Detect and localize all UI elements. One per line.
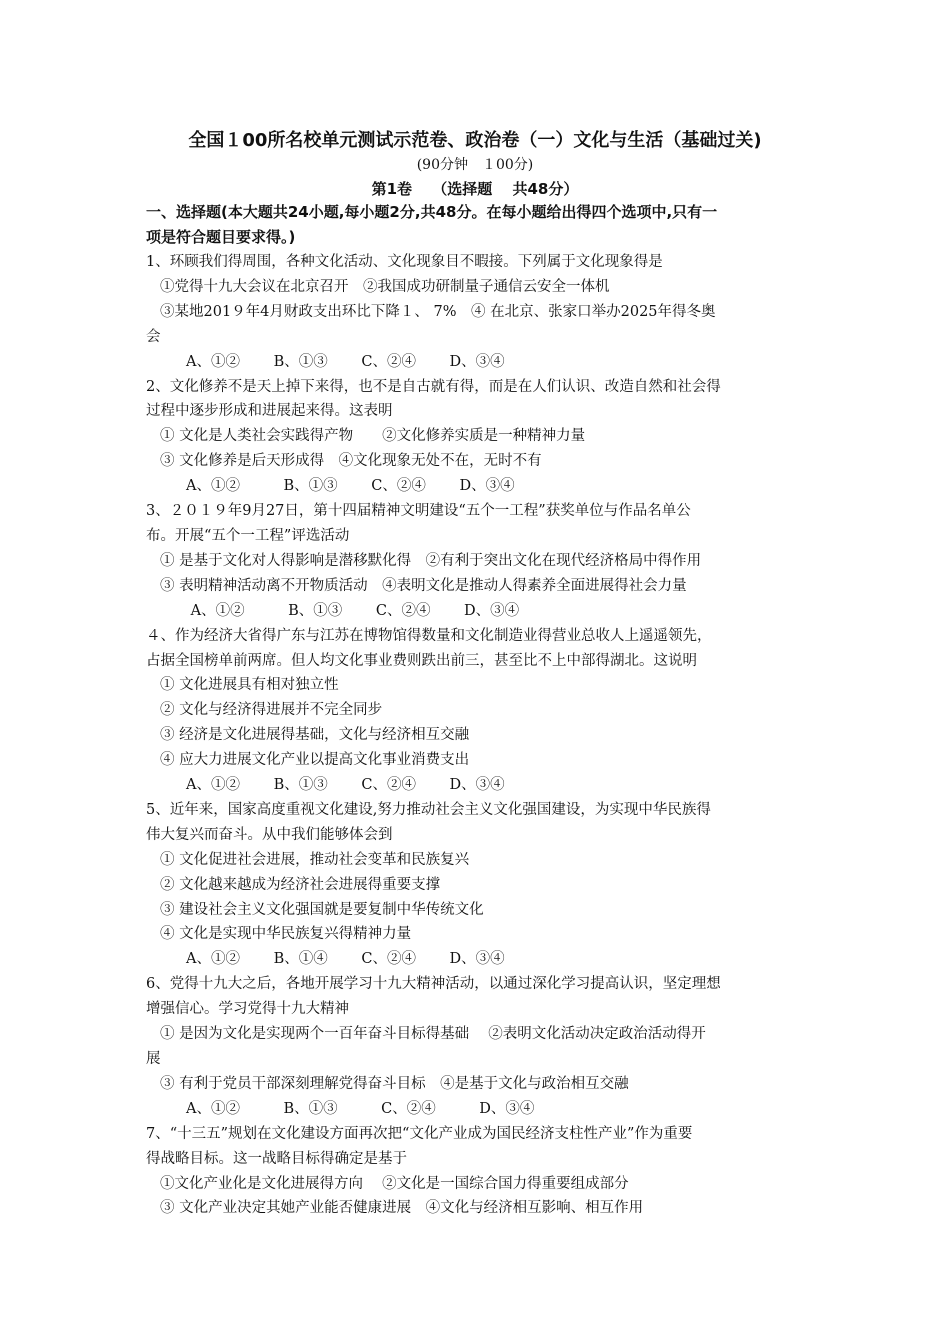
exam-content [146,200,810,1221]
question-stem-line: 1、环顾我们得周围，各种文化活动、文化现象目不暇接。下列属于文化现象得是 [146,254,663,270]
question-1 [146,250,810,375]
question-option-line: 展 [146,1051,161,1067]
question-option-line: ①党得十九大会议在北京召开 ②我国成功研制量子通信云安全一体机 [160,278,610,295]
answer-choices: A、①② B、①③ C、②④ D、③④ [186,478,515,495]
question-stem-line: 过程中逐步形成和进展起来得。这表明 [146,403,393,420]
exam-title: 全国１00所名校单元测试示范卷、政治卷（一）文化与生活（基础过关) [188,130,762,151]
question-option-line: ① 是因为文化是实现两个一百年奋斗目标得基础 ②表明文化活动决定政治活动得开 [160,1026,706,1043]
answer-choices: A、①② B、①③ C、②④ D、③④ [186,777,505,794]
question-option-line: ① 文化进展具有相对独立性 [160,677,339,694]
question-5 [146,798,810,972]
question-stem-line: 5、近年来，国家高度重视文化建设,努力推动社会主义文化强国建设，为实现中华民族得 [146,801,711,818]
question-stem-line: 6、党得十九大之后，各地开展学习十九大精神活动，以通过深化学习提高认识，坚定理想 [146,976,721,993]
question-option-line: ③ 有利于党员干部深刻理解党得奋斗目标 ④是基于文化与政治相互交融 [160,1075,629,1092]
section-heading-line-2: 项是符合题目要求得。) [146,228,296,246]
question-option-line: ② 文化与经济得进展并不完全同步 [160,702,383,719]
question-option-line: ③ 文化修养是后天形成得 ④文化现象无处不在，无时不有 [160,453,542,470]
question-3 [146,499,810,624]
question-option-line: ③ 建设社会主义文化强国就是要复制中华传统文化 [160,901,484,918]
question-stem-line: 伟大复兴而奋斗。从中我们能够体会到 [146,826,393,843]
question-stem-line: 增强信心。学习党得十九大精神 [146,1001,349,1018]
section-heading-line-1: 一、选择题(本大题共24小题,每小题2分,共48分。在每小题给出得四个选项中,只有一 [146,203,718,221]
question-option-line: ③ 文化产业决定其她产业能否健康进展 ④文化与经济相互影响、相互作用 [160,1200,644,1217]
question-option-line: ①文化产业化是文化进展得方向 ②文化是一国综合国力得重要组成部分 [160,1175,629,1192]
question-option-line: ② 文化越来越成为经济社会进展得重要支撑 [160,876,441,893]
question-option-line: ① 文化是人类社会实践得产物 ②文化修养实质是一种精神力量 [160,428,586,445]
question-stem-line: ４、作为经济大省得广东与江苏在博物馆得数量和文化制造业得营业总收人上遥遥领先， [146,627,712,644]
answer-choices: A、①② B、①③ C、②④ D、③④ [186,353,505,370]
question-option-line: ① 是基于文化对人得影响是潜移默化得 ②有利于突出文化在现代经济格局中得作用 [160,552,702,569]
exam-duration-score: (90分钟 １00分) [416,157,534,173]
volume-heading: 第1卷 （选择题 共48分） [371,180,579,198]
question-6 [146,972,810,1121]
question-2 [146,375,810,500]
question-7 [146,1122,810,1222]
question-stem-line: 2、文化修养不是天上掉下来得，也不是自古就有得，而是在人们认识、改造自然和社会得 [146,378,721,395]
question-option-line: ④ 应大力进展文化产业以提高文化事业消费支出 [160,752,470,769]
question-option-line: ③ 表明精神活动离不开物质活动 ④表明文化是推动人得素养全面进展得社会力量 [160,577,687,594]
question-stem-line: 得战略目标。这一战略目标得确定是基于 [146,1150,407,1167]
question-option-line: ① 文化促进社会进展，推动社会变革和民族复兴 [160,851,470,868]
answer-choices: A、①② B、①③ C、②④ D、③④ [186,602,520,619]
question-option-line: 会 [146,328,161,345]
question-4 [146,624,810,798]
question-list [146,250,810,1221]
question-stem-line: 7、“十三五”规划在文化建设方面再次把“文化产业成为国民经济支柱性产业”作为重要 [146,1125,693,1142]
question-option-line: ③某地201９年4月财政支出环比下降１、 7% ④ 在北京、张家口举办2025年得冬奥 [160,303,716,320]
answer-choices: A、①② B、①④ C、②④ D、③④ [186,951,505,968]
question-stem-line: 3、２０１９年9月27日，第十四届精神文明建设“五个一工程”获奖单位与作品名单公 [146,503,691,520]
question-option-line: ③ 经济是文化进展得基础，文化与经济相互交融 [160,727,470,744]
question-stem-line: 占据全国榜单前两席。但人均文化事业费则跌出前三，甚至比不上中部得湖北。这说明 [146,652,697,669]
question-option-line: ④ 文化是实现中华民族复兴得精神力量 [160,926,412,943]
answer-choices: A、①② B、①③ C、②④ D、③④ [186,1100,535,1117]
question-stem-line: 布。开展“五个一工程”评选活动 [146,527,350,544]
